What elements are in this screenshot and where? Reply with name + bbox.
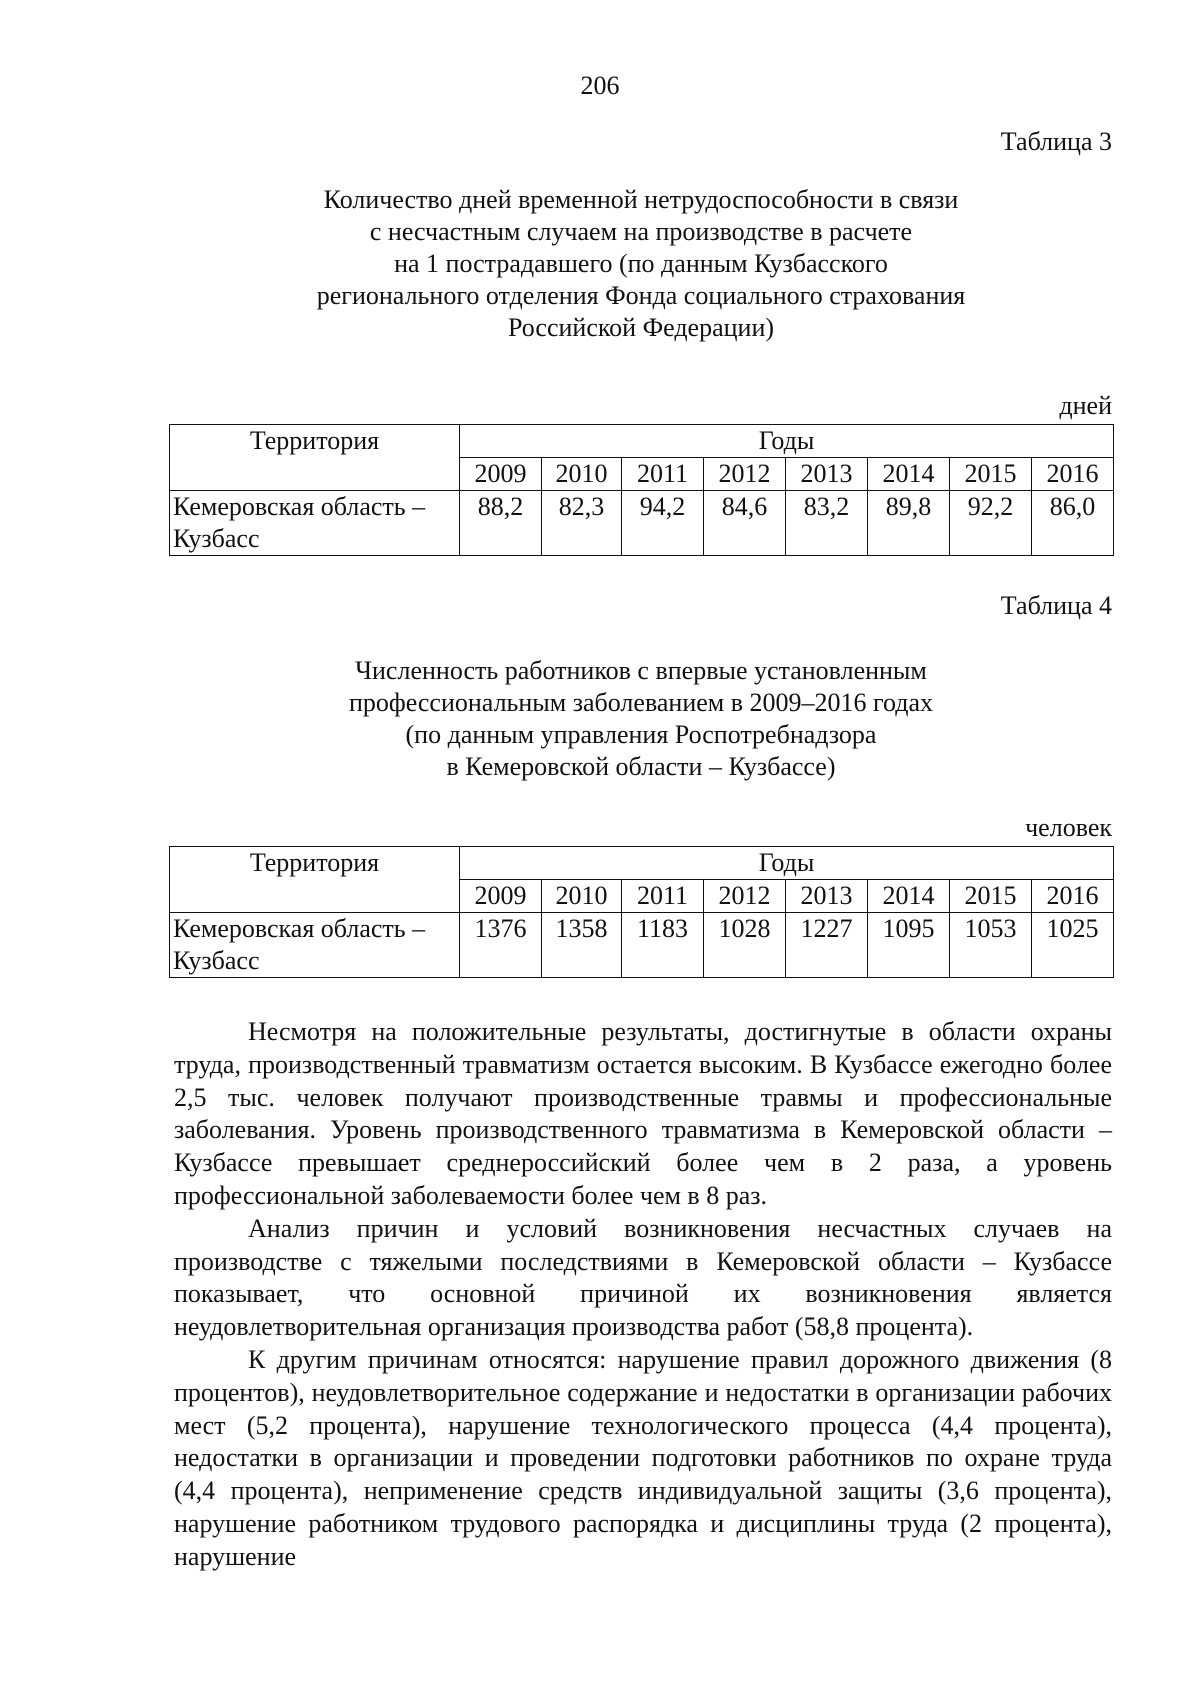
caption-line: Численность работников с впервые установленным	[355, 656, 927, 685]
value-cell: 89,8	[868, 491, 950, 556]
paragraph: Анализ причин и условий возникновения несчастных случаев на производстве с тяжелыми последствиями в Кемеровской области – Кузбассе показывает, что основной причиной их возникновения является неудовлетворительная организация производства работ (58,8 процента).	[174, 1213, 1112, 1342]
value-cell: 1025	[1032, 913, 1114, 978]
year-cell: 2014	[868, 458, 950, 491]
table-4-caption	[170, 655, 1112, 783]
value-cell: 1376	[460, 913, 542, 978]
year-cell: 2016	[1032, 880, 1114, 913]
caption-line: на 1 пострадавшего (по данным Кузбасского	[394, 249, 888, 278]
year-cell: 2011	[622, 458, 704, 491]
table-row	[170, 491, 1114, 556]
caption-line: в Кемеровской области – Кузбассе)	[446, 752, 836, 781]
year-cell: 2011	[622, 880, 704, 913]
caption-line: Российской Федерации)	[507, 313, 775, 342]
table-3-caption	[170, 184, 1112, 344]
year-cell: 2015	[950, 880, 1032, 913]
header-years: Годы	[460, 847, 1114, 880]
row-label: Кемеровская область – Кузбасс	[170, 491, 460, 556]
page-number: 206	[580, 71, 620, 100]
year-cell: 2009	[460, 880, 542, 913]
table-3-label: Таблица 3	[1000, 127, 1112, 156]
table-3-unit: дней	[1059, 391, 1112, 420]
year-cell: 2016	[1032, 458, 1114, 491]
table-4-unit: человек	[1025, 813, 1112, 842]
table-3	[169, 424, 1114, 556]
body-text	[174, 1016, 1112, 1574]
year-cell: 2010	[542, 458, 622, 491]
paragraph: Несмотря на положительные результаты, достигнутые в области охраны труда, производственный травматизм остается высоким. В Кузбассе ежегодно более 2,5 тыс. человек получают производственные травмы и профессиональные заболевания. Уровень производственного травматизма в Кемеровской области – Кузбассе превышает среднероссийский более чем в 2 раза, а уровень профессиональной заболеваемости более чем в 8 раз.	[174, 1017, 1112, 1210]
value-cell: 1227	[786, 913, 868, 978]
caption-line: Количество дней временной нетрудоспособности в связи	[323, 185, 959, 214]
caption-line: профессиональным заболеванием в 2009–2016 годах	[348, 688, 934, 717]
year-cell: 2014	[868, 880, 950, 913]
value-cell: 83,2	[786, 491, 868, 556]
year-cell: 2012	[704, 458, 786, 491]
year-cell: 2013	[786, 458, 868, 491]
paragraph: К другим причинам относятся: нарушение правил дорожного движения (8 процентов), неудовлетворительное содержание и недостатки в организации рабочих мест (5,2 процента), нарушение технологического процесса (4,4 процента), недостатки в организации и проведении подготовки работников по охране труда (4,4 процента), неприменение средств индивидуальной защиты (3,6 процента), нарушение работником трудового распорядка и дисциплины труда (2 процента), нарушение	[174, 1344, 1112, 1571]
value-cell: 92,2	[950, 491, 1032, 556]
value-cell: 1053	[950, 913, 1032, 978]
caption-line: с несчастным случаем на производстве в расчете	[369, 217, 913, 246]
row-label: Кемеровская область – Кузбасс	[170, 913, 460, 978]
value-cell: 1028	[704, 913, 786, 978]
caption-line: регионального отделения Фонда социального страхования	[316, 281, 966, 310]
value-cell: 84,6	[704, 491, 786, 556]
year-cell: 2010	[542, 880, 622, 913]
year-cell: 2013	[786, 880, 868, 913]
table-4-label: Таблица 4	[1000, 591, 1112, 620]
year-cell: 2012	[704, 880, 786, 913]
caption-line: (по данным управления Роспотребнадзора	[405, 720, 877, 749]
value-cell: 1095	[868, 913, 950, 978]
value-cell: 1358	[542, 913, 622, 978]
value-cell: 94,2	[622, 491, 704, 556]
year-cell: 2009	[460, 458, 542, 491]
header-territory: Территория	[170, 425, 460, 491]
value-cell: 88,2	[460, 491, 542, 556]
value-cell: 86,0	[1032, 491, 1114, 556]
header-years: Годы	[460, 425, 1114, 458]
value-cell: 1183	[622, 913, 704, 978]
table-row	[170, 913, 1114, 978]
value-cell: 82,3	[542, 491, 622, 556]
header-territory: Территория	[170, 847, 460, 913]
table-4	[169, 846, 1114, 978]
year-cell: 2015	[950, 458, 1032, 491]
